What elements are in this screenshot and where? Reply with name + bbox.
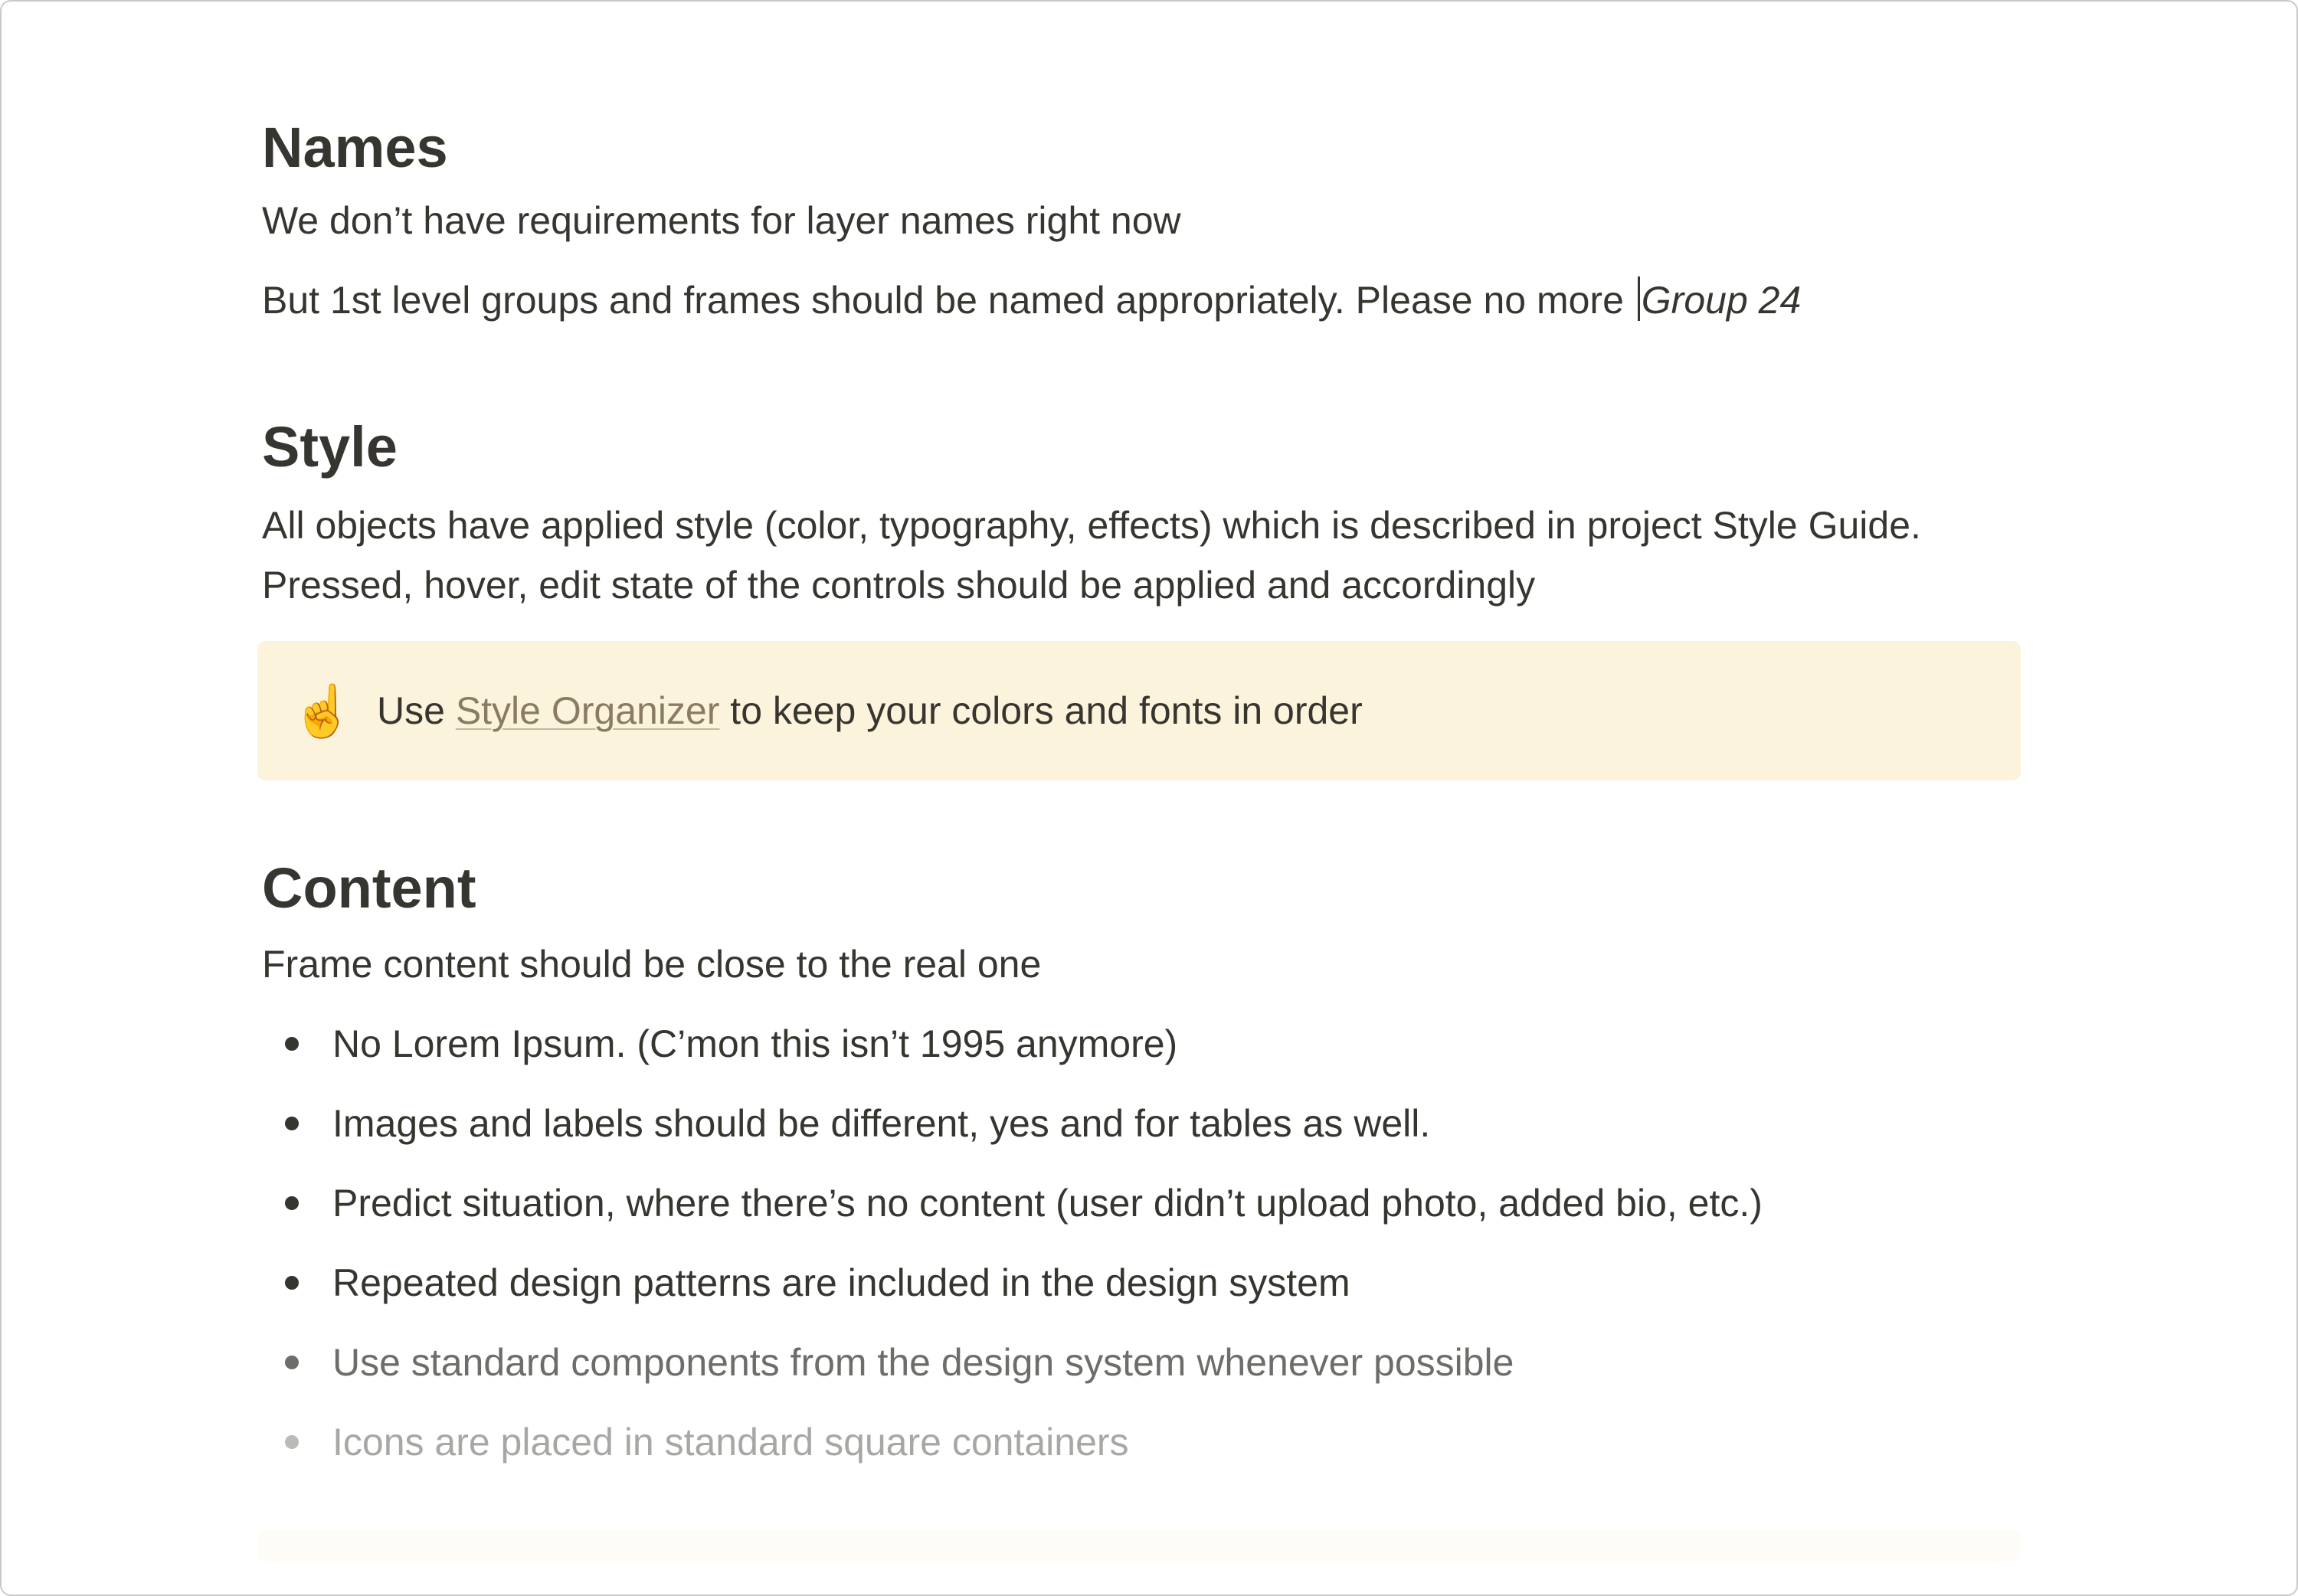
callout-text-before: Use [377, 688, 456, 732]
list-item-text: Repeated design patterns are included in the design system [332, 1261, 1350, 1305]
heading-names: Names [262, 116, 448, 179]
heading-style: Style [262, 415, 398, 479]
style-organizer-link[interactable]: Style Organizer [455, 688, 720, 732]
list-item-text: Use standard components from the design system whenever possible [332, 1341, 1514, 1385]
names-paragraph-2-italic: Group 24 [1641, 279, 1802, 322]
next-callout-block-partial [257, 1530, 2021, 1561]
bullet-icon [285, 1435, 299, 1449]
list-item[interactable] [262, 1412, 2024, 1472]
list-item-text: Images and labels should be different, yes and for tables as well. [332, 1102, 1431, 1146]
bullet-icon [285, 1276, 299, 1290]
list-item[interactable] [262, 1094, 2024, 1153]
list-item[interactable] [262, 1253, 2024, 1313]
list-item-text: No Lorem Ipsum. (C’mon this isn’t 1995 anymore) [332, 1022, 1178, 1066]
list-item-text: Predict situation, where there’s no content (user didn’t upload photo, added bio, etc.) [332, 1182, 1763, 1225]
list-item[interactable] [262, 1333, 2024, 1392]
bullet-icon [285, 1037, 299, 1051]
pointing-up-hand-icon[interactable]: ☝️ [291, 682, 355, 739]
callout-text [377, 688, 1363, 733]
text-cursor [1638, 276, 1640, 321]
bullet-icon [285, 1196, 299, 1210]
list-item-text: Icons are placed in standard square containers [332, 1421, 1129, 1464]
content-bullet-list [262, 1014, 2024, 1472]
bullet-icon [285, 1117, 299, 1130]
bullet-icon [285, 1356, 299, 1369]
callout-block[interactable] [257, 641, 2021, 780]
document-page [262, 116, 2024, 1492]
list-item[interactable] [262, 1173, 2024, 1233]
heading-content: Content [262, 855, 476, 920]
callout-text-after: to keep your colors and fonts in order [719, 688, 1363, 732]
names-paragraph-2-text: But 1st level groups and frames should be named appropriately. Please no more [262, 279, 1635, 322]
style-paragraph[interactable]: All objects have applied style (color, typography, effects) which is described in project Style Guide. Pressed, hover, edit state of the controls should be applied and accordingly [262, 503, 1921, 607]
list-item[interactable] [262, 1014, 2024, 1074]
content-paragraph[interactable]: Frame content should be close to the real one [262, 943, 1042, 986]
names-paragraph-1[interactable]: We don’t have requirements for layer names right now [262, 199, 1181, 243]
names-paragraph-2[interactable] [262, 270, 2024, 330]
